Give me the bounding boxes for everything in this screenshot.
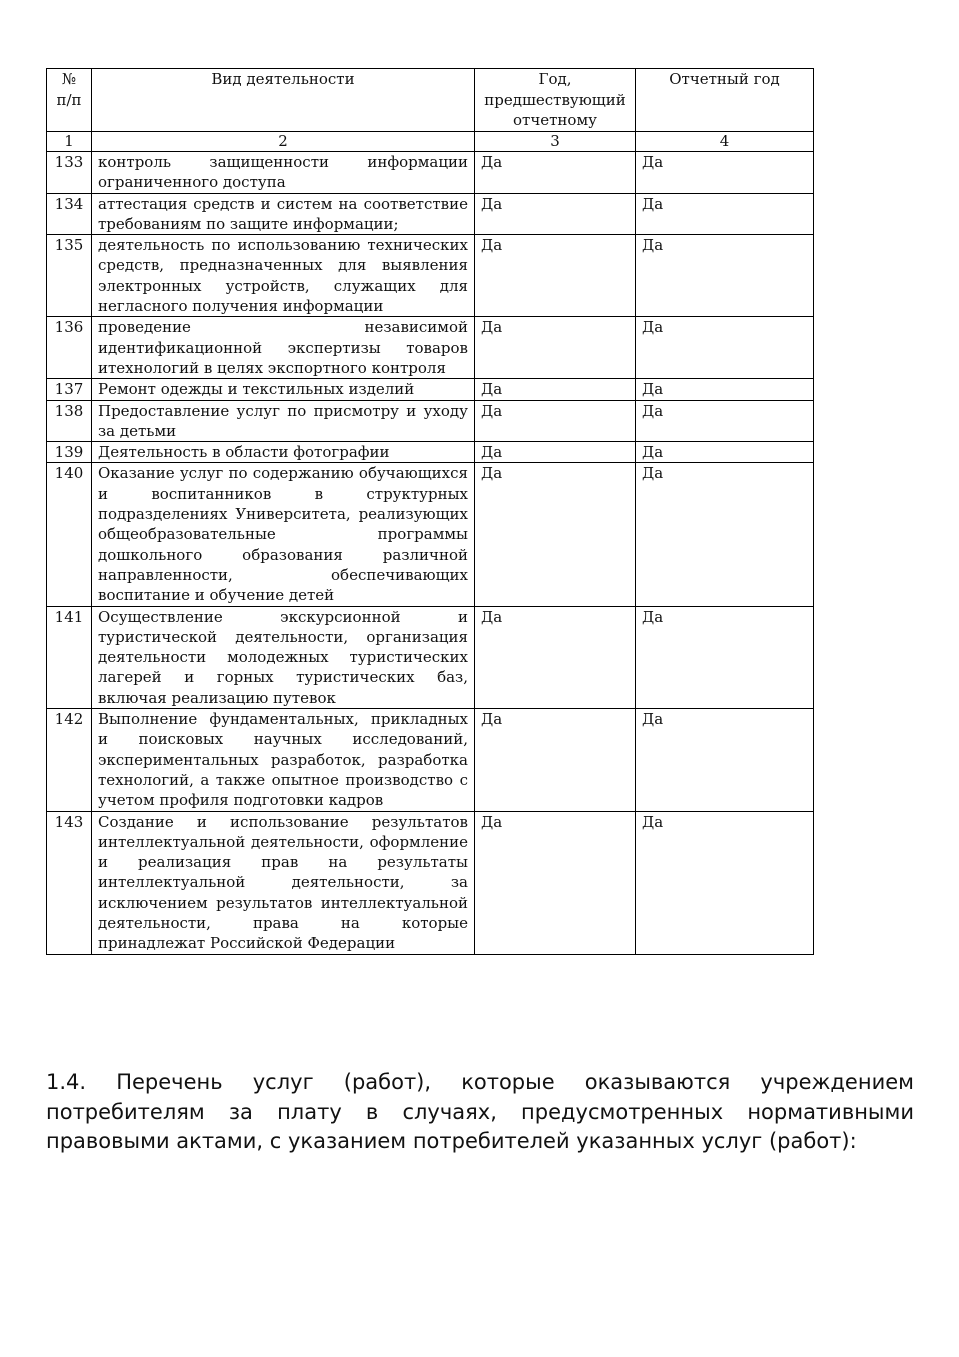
row-number: 142 — [47, 709, 92, 811]
report-year-cell: Да — [636, 463, 814, 606]
table-row — [47, 709, 814, 811]
table-header-row — [47, 69, 814, 132]
header-number: № п/п — [47, 69, 92, 132]
header-previous-year: Год, предшествующий отчетному — [475, 69, 636, 132]
report-year-cell: Да — [636, 811, 814, 954]
row-number: 140 — [47, 463, 92, 606]
header-activity: Вид деятельности — [92, 69, 475, 132]
previous-year-cell: Да — [475, 379, 636, 400]
table-row — [47, 235, 814, 317]
previous-year-cell: Да — [475, 463, 636, 606]
row-number: 139 — [47, 442, 92, 463]
report-year-cell: Да — [636, 152, 814, 194]
previous-year-cell: Да — [475, 152, 636, 194]
table-row — [47, 442, 814, 463]
previous-year-cell: Да — [475, 709, 636, 811]
column-index: 1 — [47, 132, 92, 152]
previous-year-cell: Да — [475, 442, 636, 463]
report-year-cell: Да — [636, 606, 814, 708]
previous-year-cell: Да — [475, 235, 636, 317]
report-year-cell: Да — [636, 379, 814, 400]
activity-cell: Осуществление экскурсионной и туристической деятельности, организация деятельности молодежных туристических лагерей и горных туристических баз, включая реализацию путевок — [92, 606, 475, 708]
report-year-cell: Да — [636, 709, 814, 811]
table-row — [47, 400, 814, 442]
row-number: 134 — [47, 193, 92, 235]
activity-cell: Создание и использование результатов интеллектуальной деятельности, оформление и реализация прав на результаты интеллектуальной деятельности, за исключением результатов интеллектуальной деятельности, права на которые принадлежат Российской Федерации — [92, 811, 475, 954]
report-year-cell: Да — [636, 442, 814, 463]
previous-year-cell: Да — [475, 606, 636, 708]
table-row — [47, 463, 814, 606]
row-number: 141 — [47, 606, 92, 708]
report-year-cell: Да — [636, 400, 814, 442]
previous-year-cell: Да — [475, 193, 636, 235]
activity-cell: Предоставление услуг по присмотру и уходу за детьми — [92, 400, 475, 442]
table-row — [47, 152, 814, 194]
activity-cell: Ремонт одежды и текстильных изделий — [92, 379, 475, 400]
column-index: 2 — [92, 132, 475, 152]
row-number: 138 — [47, 400, 92, 442]
row-number: 133 — [47, 152, 92, 194]
row-number: 143 — [47, 811, 92, 954]
activity-cell: Деятельность в области фотографии — [92, 442, 475, 463]
previous-year-cell: Да — [475, 400, 636, 442]
column-index: 4 — [636, 132, 814, 152]
section-paragraph: 1.4. Перечень услуг (работ), которые оказываются учреждением потребителям за плату в случаях, предусмотренных нормативными правовыми актами, с указанием потребителей указанных услуг (работ): — [46, 1070, 914, 1153]
row-number: 136 — [47, 317, 92, 379]
row-number: 137 — [47, 379, 92, 400]
column-index: 3 — [475, 132, 636, 152]
activity-cell: проведение независимой идентификационной экспертизы товаров итехнологий в целях экспортного контроля — [92, 317, 475, 379]
previous-year-cell: Да — [475, 811, 636, 954]
table-row — [47, 193, 814, 235]
header-report-year: Отчетный год — [636, 69, 814, 132]
row-number: 135 — [47, 235, 92, 317]
activity-cell: деятельность по использованию технических средств, предназначенных для выявления электронных устройств, служащих для негласного получения информации — [92, 235, 475, 317]
activity-cell: Выполнение фундаментальных, прикладных и поисковых научных исследований, экспериментальных разработок, разработка технологий, а также опытное производство с учетом профиля подготовки кадров — [92, 709, 475, 811]
table-row — [47, 379, 814, 400]
activities-table — [46, 68, 814, 955]
column-index-row — [47, 132, 814, 152]
activity-cell: аттестация средств и систем на соответствие требованиям по защите информации; — [92, 193, 475, 235]
report-year-cell: Да — [636, 193, 814, 235]
report-year-cell: Да — [636, 235, 814, 317]
table-row — [47, 317, 814, 379]
activity-cell: Оказание услуг по содержанию обучающихся и воспитанников в структурных подразделениях Университета, реализующих общеобразовательные программы дошкольного образования различной направленности, обеспечивающих воспитание и обучение детей — [92, 463, 475, 606]
report-year-cell: Да — [636, 317, 814, 379]
table-row — [47, 606, 814, 708]
activity-cell: контроль защищенности информации ограниченного доступа — [92, 152, 475, 194]
previous-year-cell: Да — [475, 317, 636, 379]
table-row — [47, 811, 814, 954]
